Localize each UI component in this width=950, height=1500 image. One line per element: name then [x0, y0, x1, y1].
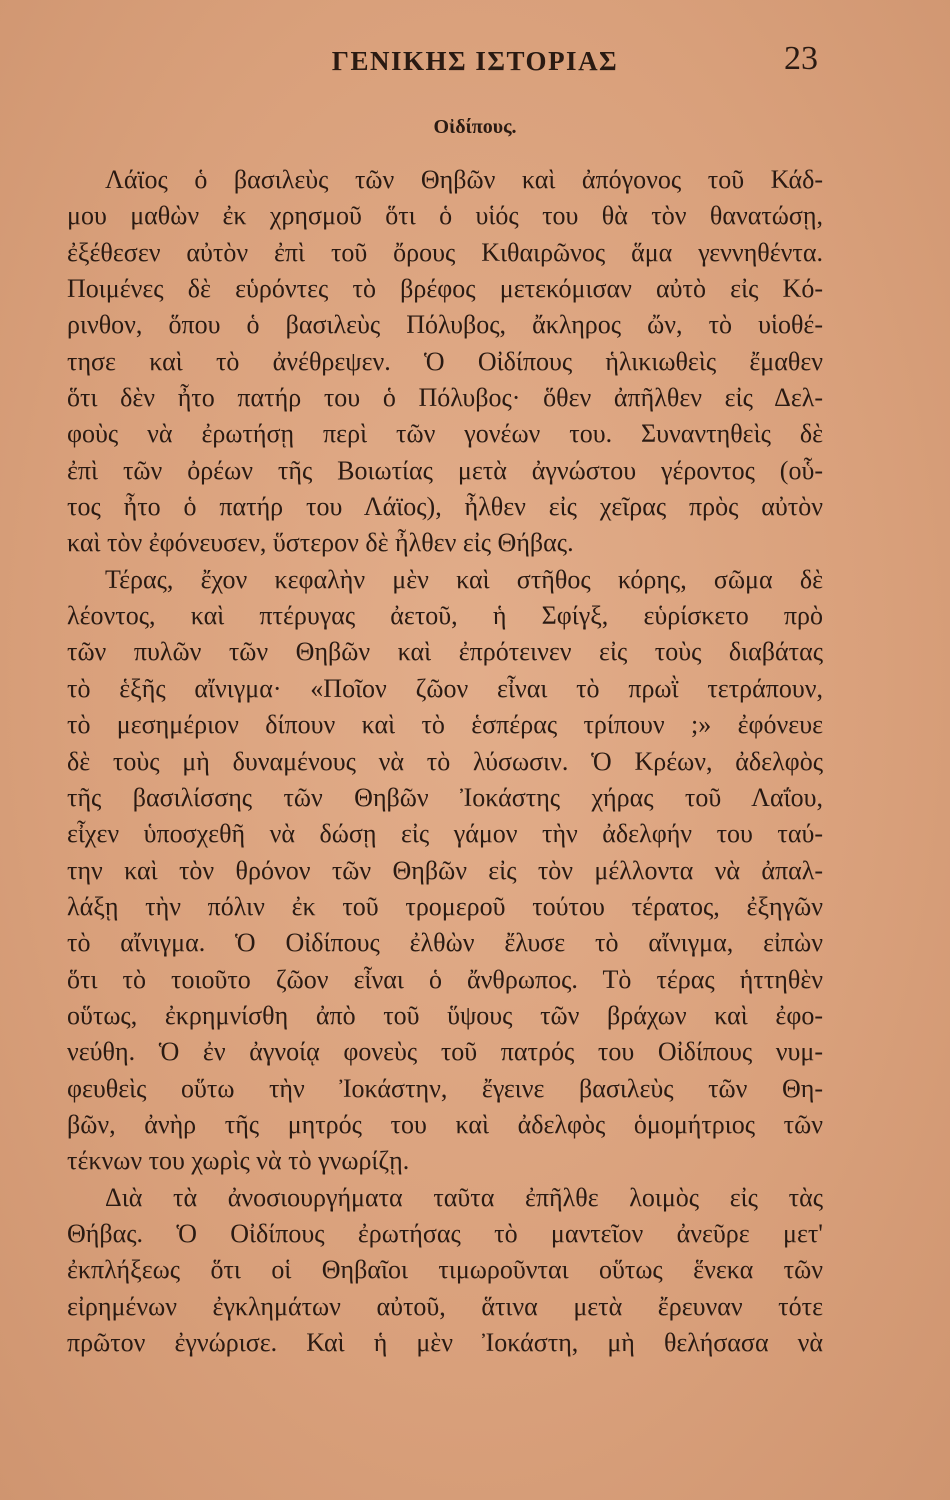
text-line: νεύθη. Ὁ ἐν ἀγνοίᾳ φονεὺς τοῦ πατρός του Οἰδίπους νυμ-: [67, 1037, 823, 1067]
text-line: τὸ ἑξῆς αἴνιγμα· «Ποῖον ζῶον εἶναι τὸ πρωῒ τετράπουν,: [67, 673, 823, 703]
text-line: μου μαθὼν ἐκ χρησμοῦ ὅτι ὁ υἱός του θὰ τὸν θανατώσῃ,: [67, 201, 823, 231]
text-line: Λάϊος ὁ βασιλεὺς τῶν Θηβῶν καὶ ἀπόγονος τοῦ Κάδ-: [105, 165, 823, 194]
text-line: ἐξέθεσεν αὐτὸν ἐπὶ τοῦ ὄρους Κιθαιρῶνος ἅμα γεννηθέντα.: [67, 237, 823, 267]
text-line: τέκνων του χωρὶς νὰ τὸ γνωρίζῃ.: [67, 1146, 410, 1176]
section-title: Οἰδίπους.: [433, 116, 517, 138]
text-line: Διὰ τὰ ἀνοσιουργήματα ταῦτα ἐπῆλθε λοιμὸς εἰς τὰς: [105, 1182, 823, 1212]
text-line: φευθεὶς οὕτω τὴν Ἰοκάστην, ἔγεινε βασιλεὺς τῶν Θη-: [67, 1073, 823, 1103]
text-line: δὲ τοὺς μὴ δυναμένους νὰ τὸ λύσωσιν. Ὁ Κρέων, ἀδελφὸς: [67, 746, 823, 776]
text-line: Θήβας. Ὁ Οἰδίπους ἐρωτήσας τὸ μαντεῖον ἀνεῦρε μετ': [67, 1218, 823, 1248]
text-line: ἐκπλήξεως ὅτι οἱ Θηβαῖοι τιμωροῦνται οὕτως ἕνεκα τῶν: [67, 1255, 823, 1285]
text-line: πρῶτον ἐγνώρισε. Καὶ ἡ μὲν Ἰοκάστη, μὴ θελήσασα νὰ: [67, 1328, 823, 1357]
text-line: τος ἦτο ὁ πατήρ του Λάϊος), ἦλθεν εἰς χεῖρας πρὸς αὐτὸν: [67, 492, 823, 522]
body-text: [67, 162, 823, 1361]
running-title: ΓΕΝΙΚΗΣ ΙΣΤΟΡΙΑΣ: [331, 46, 619, 76]
running-head: [0, 40, 950, 84]
text-line: βῶν, ἀνὴρ τῆς μητρός του καὶ ἀδελφὸς ὁμομήτριος τῶν: [67, 1109, 823, 1139]
text-line: ρινθον, ὅπου ὁ βασιλεὺς Πόλυβος, ἄκληρος ὤν, τὸ υἱοθέ-: [67, 310, 823, 340]
text-line: οὕτως, ἐκρημνίσθη ἀπὸ τοῦ ὕψους τῶν βράχων καὶ ἐφο-: [67, 1000, 823, 1030]
text-line: τὸ μεσημέριον δίπουν καὶ τὸ ἑσπέρας τρίπουν ;» ἐφόνευε: [67, 710, 823, 740]
text-line: λέοντος, καὶ πτέρυγας ἀετοῦ, ἡ Σφίγξ, εὑρίσκετο πρὸ: [67, 601, 823, 631]
text-line: τῶν πυλῶν τῶν Θηβῶν καὶ ἐπρότεινεν εἰς τοὺς διαβάτας: [67, 637, 823, 667]
text-line: Τέρας, ἔχον κεφαλὴν μὲν καὶ στῆθος κόρης, σῶμα δὲ: [105, 564, 823, 594]
text-line: ὅτι τὸ τοιοῦτο ζῶον εἶναι ὁ ἄνθρωπος. Τὸ τέρας ἡττηθὲν: [67, 964, 823, 994]
text-line: Ποιμένες δὲ εὑρόντες τὸ βρέφος μετεκόμισαν αὐτὸ εἰς Κό-: [67, 274, 823, 304]
text-line: ὅτι δὲν ἦτο πατήρ του ὁ Πόλυβος· ὅθεν ἀπῆλθεν εἰς Δελ-: [67, 383, 823, 413]
text-line: την καὶ τὸν θρόνον τῶν Θηβῶν εἰς τὸν μέλλοντα νὰ ἀπαλ-: [67, 855, 823, 885]
text-line: φοὺς νὰ ἐρωτήσῃ περὶ τῶν γονέων του. Συναντηθεὶς δὲ: [67, 419, 823, 449]
text-line: καὶ τὸν ἐφόνευσεν, ὕστερον δὲ ἦλθεν εἰς Θήβας.: [67, 528, 574, 558]
text-line: τὸ αἴνιγμα. Ὁ Οἰδίπους ἐλθὼν ἔλυσε τὸ αἴνιγμα, εἰπὼν: [67, 928, 823, 958]
text-line: τῆς βασιλίσσης τῶν Θηβῶν Ἰοκάστης χήρας τοῦ Λαΐου,: [67, 782, 823, 812]
text-line: τησε καὶ τὸ ἀνέθρεψεν. Ὁ Οἰδίπους ἡλικιωθεὶς ἔμαθεν: [67, 346, 823, 376]
text-line: λάξῃ τὴν πόλιν ἐκ τοῦ τρομεροῦ τούτου τέρατος, ἐξηγῶν: [67, 891, 823, 921]
page-number: 23: [784, 40, 818, 77]
text-line: εἶχεν ὑποσχεθῆ νὰ δώσῃ εἰς γάμον τὴν ἀδελφήν του ταύ-: [67, 819, 823, 849]
text-line: ἐπὶ τῶν ὀρέων τῆς Βοιωτίας μετὰ ἀγνώστου γέροντος (οὗ-: [67, 455, 823, 485]
text-line: εἰρημένων ἐγκλημάτων αὐτοῦ, ἅτινα μετὰ ἔρευναν τότε: [67, 1291, 823, 1321]
